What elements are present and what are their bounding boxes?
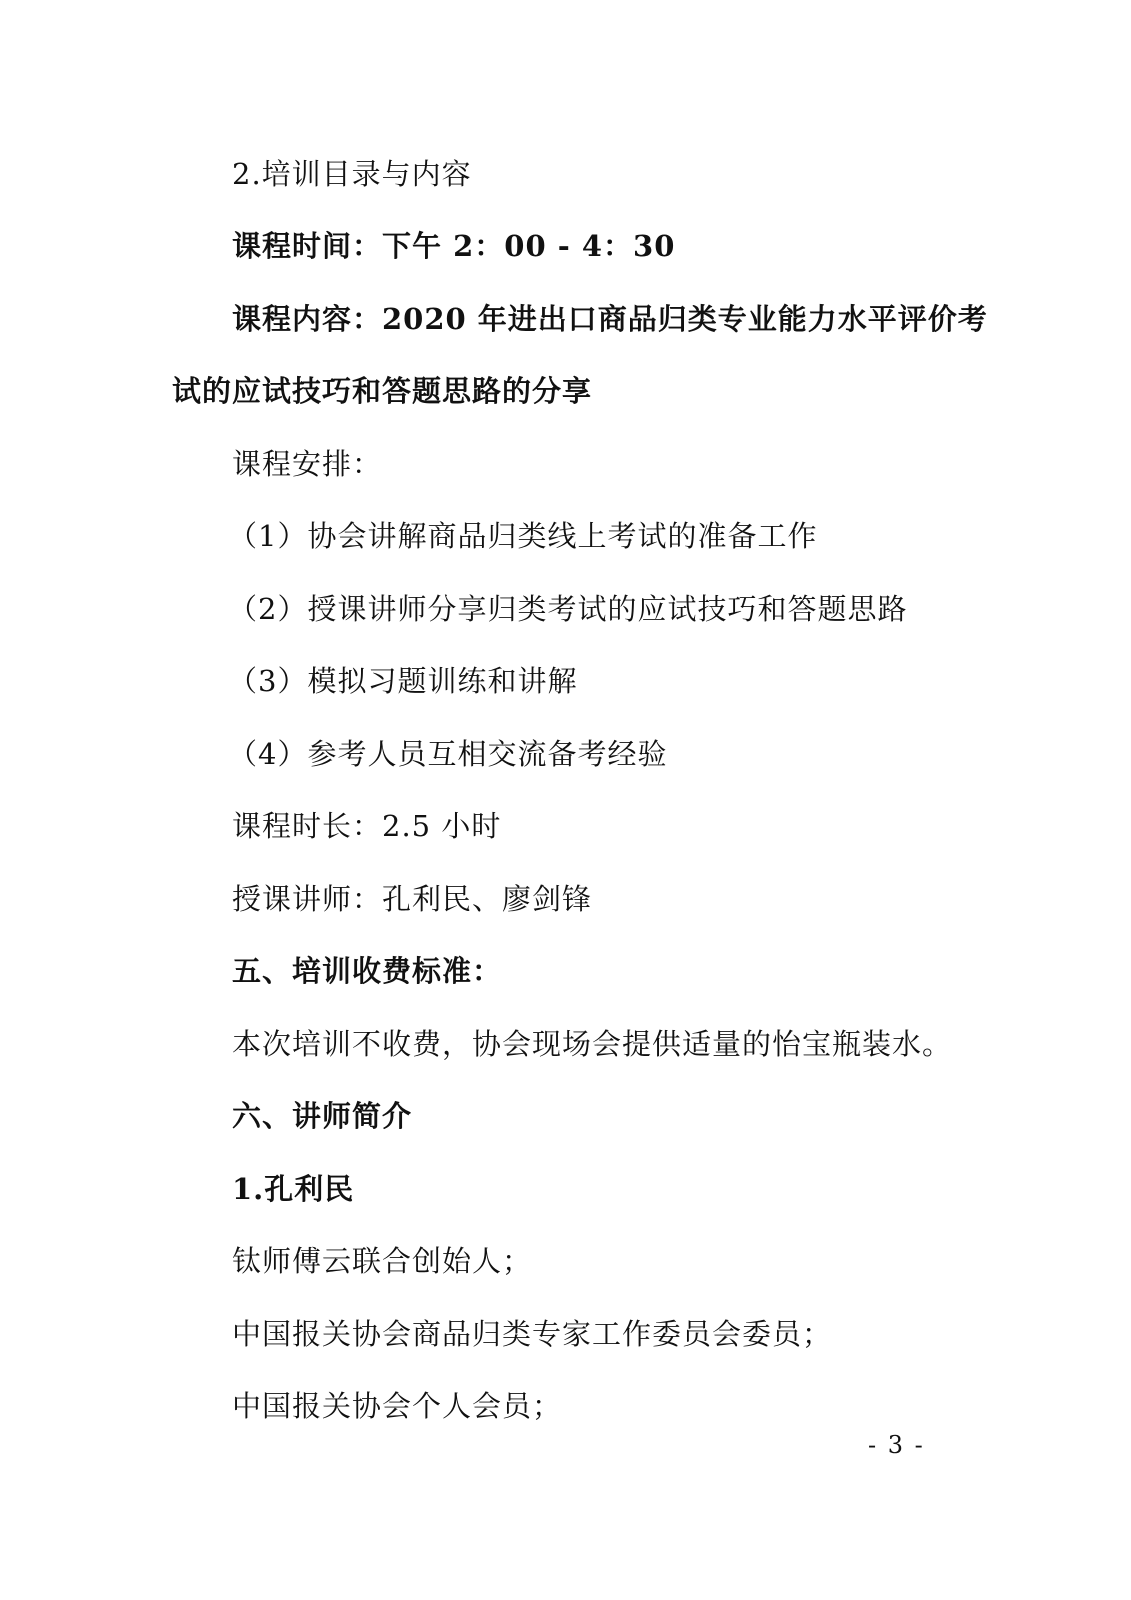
intro-heading: 六、讲师简介 — [232, 1099, 413, 1133]
fee-heading: 五、培训收费标准： — [232, 954, 503, 988]
schedule-item: （1）协会讲解商品归类线上考试的准备工作 — [228, 519, 818, 553]
lecturer-bio-item: 中国报关协会商品归类专家工作委员会委员； — [232, 1317, 833, 1351]
schedule-label: 课程安排： — [232, 447, 383, 481]
page-number: - 3 - — [868, 1431, 925, 1459]
course-duration: 课程时长：2.5 小时 — [232, 809, 502, 843]
schedule-item: （3）模拟习题训练和讲解 — [228, 664, 578, 698]
lecturer-bio-item: 钛师傅云联合创始人； — [232, 1244, 533, 1278]
schedule-item: （2）授课讲师分享归类考试的应试技巧和答题思路 — [228, 592, 908, 626]
fee-text: 本次培训不收费，协会现场会提供适量的怡宝瓶装水。 — [232, 1027, 953, 1061]
lecturer-bio-item: 中国报关协会个人会员； — [232, 1389, 563, 1423]
course-lecturers: 授课讲师：孔利民、廖剑锋 — [232, 882, 593, 916]
course-content-line-1: 课程内容：2020 年进出口商品归类专业能力水平评价考 — [232, 302, 988, 336]
schedule-item: （4）参考人员互相交流备考经验 — [228, 737, 668, 771]
course-content-line-2: 试的应试技巧和答题思路的分享 — [172, 374, 593, 408]
lecturer-name-heading: 1.孔利民 — [232, 1172, 355, 1206]
training-heading: 2.培训目录与内容 — [232, 157, 472, 191]
course-time: 课程时间：下午 2：00 - 4：30 — [232, 229, 676, 263]
